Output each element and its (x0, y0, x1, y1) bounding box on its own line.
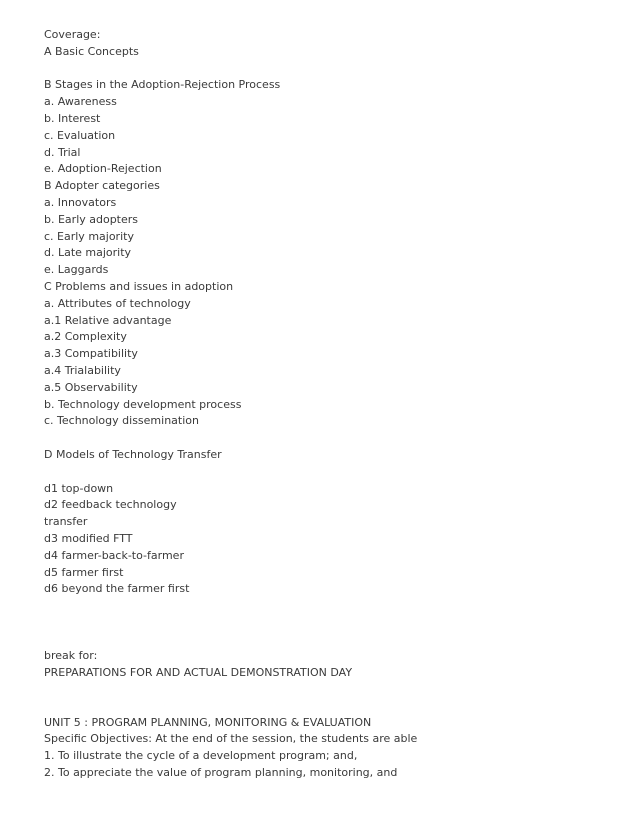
problem-item: a.5 Observability (44, 380, 138, 394)
problems-heading: C Problems and issues in adoption (44, 279, 234, 293)
model-item: d4 farmer-back-to-farmer (44, 548, 184, 562)
adopter-item: d. Late majority (44, 246, 132, 260)
basic-concepts: A Basic Concepts (44, 44, 139, 58)
stage-item: c. Evaluation (44, 128, 116, 142)
stage-item: a. Awareness (44, 95, 117, 109)
objective-item: 1. To illustrate the cycle of a development program; and, (44, 749, 358, 763)
adopters-heading: B Adopter categories (44, 179, 160, 193)
problem-item: a.1 Relative advantage (44, 313, 172, 327)
problem-item: a.2 Complexity (44, 330, 127, 344)
adopter-item: e. Laggards (44, 263, 109, 277)
problem-item: c. Technology dissemination (44, 414, 199, 428)
adopter-item: c. Early majority (44, 229, 134, 243)
models-heading: D Models of Technology Transfer (44, 447, 222, 461)
adopter-item: a. Innovators (44, 195, 117, 209)
unit5-objectives: Specific Objectives: At the end of the session, the students are able (44, 732, 418, 746)
break-title: PREPARATIONS FOR AND ACTUAL DEMONSTRATION DAY (44, 665, 353, 679)
model-item: transfer (44, 515, 88, 529)
model-item: d6 beyond the farmer first (44, 582, 190, 596)
unit5-title: UNIT 5 : PROGRAM PLANNING, MONITORING & EVALUATION (44, 715, 372, 729)
adopter-item: b. Early adopters (44, 212, 139, 226)
stage-item: e. Adoption-Rejection (44, 162, 162, 176)
model-item: d1 top-down (44, 481, 114, 495)
problem-item: a.3 Compatibility (44, 347, 138, 361)
stage-item: b. Interest (44, 111, 101, 125)
document-page (44, 27, 604, 782)
objective-item: 2. To appreciate the value of program planning, monitoring, and (44, 766, 398, 780)
problem-item: a.4 Trialability (44, 363, 121, 377)
problem-item: a. Attributes of technology (44, 296, 191, 310)
model-item: d5 farmer first (44, 565, 124, 579)
model-item: d3 modified FTT (44, 531, 133, 545)
break-label: break for: (44, 649, 98, 663)
stage-item: d. Trial (44, 145, 81, 159)
model-item: d2 feedback technology (44, 498, 177, 512)
stages-heading: B Stages in the Adoption-Rejection Process (44, 78, 281, 92)
coverage-heading: Coverage: (44, 28, 101, 41)
problem-item: b. Technology development process (44, 397, 242, 411)
